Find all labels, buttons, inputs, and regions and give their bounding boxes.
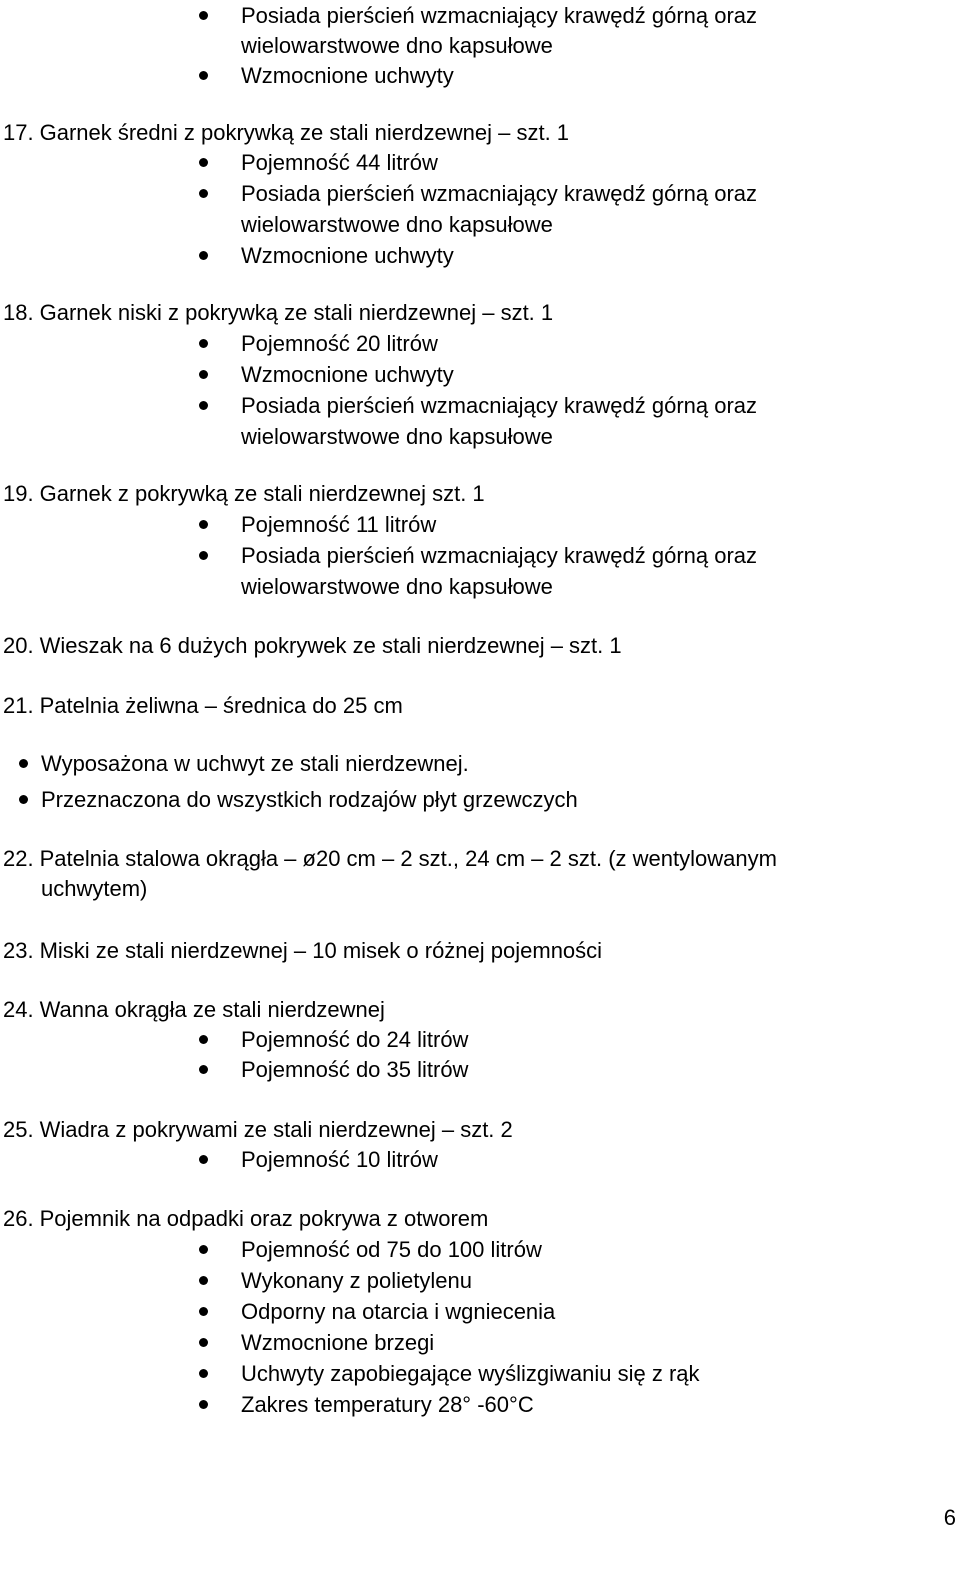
list-item: Odporny na otarcia i wgniecenia xyxy=(241,1299,556,1324)
list-item: Pojemność od 75 do 100 litrów xyxy=(241,1237,542,1262)
list-item: wielowarstwowe dno kapsułowe xyxy=(241,574,553,599)
list-item: uchwytem) xyxy=(41,876,148,901)
list-item: Pojemność 44 litrów xyxy=(241,150,438,175)
item-text: Wanna okrągła ze stali nierdzewnej xyxy=(39,997,385,1022)
item-text: Wieszak na 6 dużych pokrywek ze stali nierdzewnej – szt. 1 xyxy=(39,633,622,658)
list-item: Posiada pierścień wzmacniający krawędź górną oraz xyxy=(241,543,758,568)
list-item: Wzmocnione uchwyty xyxy=(241,63,454,88)
list-item: Wykonany z polietylenu xyxy=(241,1268,472,1293)
item-text: Garnek średni z pokrywką ze stali nierdzewnej – szt. 1 xyxy=(39,120,570,145)
item-number: 26. xyxy=(3,1206,34,1231)
list-item: Pojemność 10 litrów xyxy=(241,1147,438,1172)
page-number: 6 xyxy=(943,1505,956,1530)
item-number: 21. xyxy=(3,693,34,718)
list-item: Wzmocnione uchwyty xyxy=(241,362,454,387)
list-item: Zakres temperatury 28° -60°C xyxy=(241,1392,534,1417)
list-item: Wzmocnione brzegi xyxy=(241,1330,435,1355)
list-item: Pojemność 20 litrów xyxy=(241,331,438,356)
item-number: 24. xyxy=(3,997,34,1022)
list-item-heading xyxy=(3,300,553,326)
list-item-heading xyxy=(3,633,622,659)
list-item-heading xyxy=(3,693,403,719)
item-number: 23. xyxy=(3,938,34,963)
list-item: wielowarstwowe dno kapsułowe xyxy=(241,33,553,58)
item-text: Patelnia stalowa okrągła – ø20 cm – 2 szt., 24 cm – 2 szt. (z wentylowanym xyxy=(39,846,777,871)
list-item: Posiada pierścień wzmacniający krawędź górną oraz xyxy=(241,393,758,418)
list-item: Posiada pierścień wzmacniający krawędź górną oraz xyxy=(241,3,758,28)
list-item: wielowarstwowe dno kapsułowe xyxy=(241,424,553,449)
list-item: Wzmocnione uchwyty xyxy=(241,243,454,268)
list-item: Przeznaczona do wszystkich rodzajów płyt grzewczych xyxy=(41,787,578,812)
list-item: wielowarstwowe dno kapsułowe xyxy=(241,212,553,237)
list-item-heading xyxy=(3,846,777,872)
list-item: Pojemność do 24 litrów xyxy=(241,1027,469,1052)
item-number: 18. xyxy=(3,300,34,325)
item-number: 19. xyxy=(3,481,34,506)
list-item-heading xyxy=(3,120,569,146)
list-item: Posiada pierścień wzmacniający krawędź górną oraz xyxy=(241,181,758,206)
item-number: 22. xyxy=(3,846,34,871)
item-number: 25. xyxy=(3,1117,34,1142)
item-text: Garnek niski z pokrywką ze stali nierdzewnej – szt. 1 xyxy=(39,300,554,325)
list-item: Uchwyty zapobiegające wyślizgiwaniu się z rąk xyxy=(241,1361,700,1386)
item-text: Pojemnik na odpadki oraz pokrywa z otworem xyxy=(39,1206,489,1231)
item-text: Miski ze stali nierdzewnej – 10 misek o różnej pojemności xyxy=(39,938,603,963)
list-item-heading xyxy=(3,938,602,964)
list-item-heading xyxy=(3,481,485,507)
item-text: Patelnia żeliwna – średnica do 25 cm xyxy=(39,693,403,718)
list-item: Pojemność 11 litrów xyxy=(241,512,437,537)
item-text: Garnek z pokrywką ze stali nierdzewnej szt. 1 xyxy=(39,481,485,506)
item-text: Wiadra z pokrywami ze stali nierdzewnej – szt. 2 xyxy=(39,1117,513,1142)
list-item-heading xyxy=(3,1117,513,1143)
list-item-heading xyxy=(3,1206,488,1232)
list-item: Pojemność do 35 litrów xyxy=(241,1057,469,1082)
item-number: 20. xyxy=(3,633,34,658)
list-item-heading xyxy=(3,997,385,1023)
item-number: 17. xyxy=(3,120,34,145)
list-item: Wyposażona w uchwyt ze stali nierdzewnej. xyxy=(41,751,469,776)
